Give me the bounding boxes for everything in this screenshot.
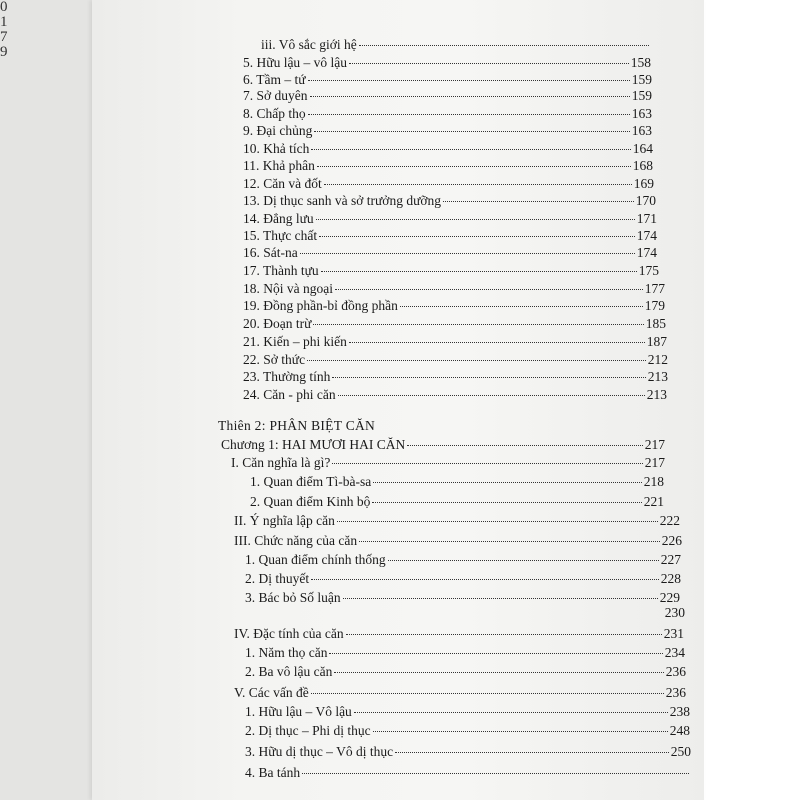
toc-entry-title: II. Ý nghĩa lập căn — [234, 513, 335, 528]
toc-entry — [243, 88, 652, 104]
toc-entry-page: 158 — [630, 55, 651, 70]
leader-dots — [302, 773, 689, 774]
toc-entry — [243, 316, 666, 332]
toc-entry-page: 170 — [635, 193, 656, 208]
toc-entry-page: 174 — [636, 228, 657, 243]
toc-entry-page: 238 — [669, 704, 690, 719]
toc-entry-page: 229 — [659, 590, 680, 605]
toc-entry — [245, 571, 681, 587]
toc-entry-title: 6. Tầm – tứ — [243, 72, 306, 87]
toc-entry-page: 250 — [670, 744, 691, 759]
toc-entry — [243, 123, 652, 139]
toc-entry — [243, 387, 667, 403]
margin-char: 7 — [0, 29, 8, 45]
toc-entry — [234, 685, 686, 701]
leader-dots — [395, 752, 669, 753]
toc-entry-title: 19. Đồng phần-bỉ đồng phần — [243, 298, 398, 313]
toc-entry-title: 3. Hữu dị thục – Vô dị thục — [245, 744, 394, 759]
toc-entry-page: 236 — [665, 685, 686, 700]
leader-dots — [343, 598, 658, 599]
leader-dots — [313, 324, 643, 325]
toc-entry-title: 2. Ba vô lậu căn — [245, 664, 333, 679]
toc-entry — [245, 605, 685, 621]
toc-entry-title: 1. Năm thọ căn — [245, 645, 328, 660]
toc-entry-title: 14. Đẳng lưu — [243, 211, 314, 226]
toc-entry-page: 248 — [669, 723, 690, 738]
leader-dots — [337, 521, 658, 522]
toc-entry-title: V. Các vấn đề — [234, 685, 309, 700]
margin-characters — [0, 0, 10, 90]
toc-entry — [243, 281, 665, 297]
toc-entry-page: 227 — [660, 552, 681, 567]
toc-entry-title: 9. Đại chủng — [243, 123, 313, 138]
toc-entry — [245, 704, 690, 720]
toc-entry-title: 16. Sát-na — [243, 245, 298, 260]
leader-dots — [319, 236, 635, 237]
toc-entry — [250, 474, 664, 490]
toc-entry-page: 230 — [664, 605, 685, 620]
toc-entry-title: 23. Thường tính — [243, 369, 331, 384]
toc-entry-page: 212 — [647, 352, 668, 367]
leader-dots — [407, 445, 642, 446]
toc-entry — [245, 645, 685, 661]
toc-entry-page: 163 — [631, 123, 652, 138]
leader-dots — [388, 560, 659, 561]
toc-entry — [245, 552, 681, 568]
leader-dots — [373, 482, 642, 483]
toc-entry — [243, 369, 668, 385]
toc-entry-title: 12. Căn và đốt — [243, 176, 322, 191]
toc-entry — [234, 533, 682, 549]
leader-dots — [321, 271, 637, 272]
toc-entry — [243, 55, 651, 71]
toc-entry-title: 17. Thành tựu — [243, 263, 319, 278]
toc-entry — [243, 245, 657, 261]
toc-entry-title: 10. Khả tích — [243, 141, 310, 156]
toc-entry-page: 168 — [632, 158, 653, 173]
toc-entry-page: 234 — [664, 645, 685, 660]
leader-dots — [354, 712, 668, 713]
toc-entry-title: III. Chức năng của căn — [234, 533, 358, 548]
toc-entry-page: 179 — [644, 298, 665, 313]
toc-entry-page: 213 — [647, 369, 668, 384]
leader-dots — [359, 45, 649, 46]
toc-entry — [243, 211, 657, 227]
toc-entry-page: 185 — [645, 316, 666, 331]
toc-entry — [221, 437, 665, 453]
toc-entry-title: 11. Khả phân — [243, 158, 315, 173]
leader-dots — [311, 579, 659, 580]
leader-dots — [308, 114, 630, 115]
toc-entry-page: 177 — [644, 281, 665, 296]
toc-entry-page: 175 — [638, 263, 659, 278]
toc-entry-title: 8. Chấp thọ — [243, 106, 306, 121]
toc-entry-page: 226 — [661, 533, 682, 548]
toc-entry-title: 18. Nội và ngoại — [243, 281, 333, 296]
toc-entry — [243, 158, 653, 174]
leader-dots — [334, 672, 663, 673]
toc-entry-title: 1. Quan điểm Tì-bà-sa — [250, 474, 372, 489]
leader-dots — [307, 360, 646, 361]
toc-entry-page: 159 — [631, 88, 652, 103]
toc-entry-page: 218 — [643, 474, 664, 489]
toc-entry — [245, 744, 691, 760]
leader-dots — [373, 731, 668, 732]
toc-entry — [234, 513, 680, 529]
toc-entry-title: 22. Sở thức — [243, 352, 306, 367]
toc-entry — [234, 626, 684, 642]
leader-dots — [311, 693, 664, 694]
toc-entry-title: 1. Hữu lậu – Vô lậu — [245, 704, 352, 719]
leader-dots — [338, 395, 645, 396]
toc-entry-page: 213 — [646, 387, 667, 402]
leader-dots — [346, 634, 662, 635]
toc-entry — [243, 334, 667, 350]
leader-dots — [308, 80, 630, 81]
toc-entry — [243, 298, 665, 314]
toc-entry-page: 217 — [644, 455, 665, 470]
toc-entry — [243, 193, 656, 209]
leader-dots — [349, 342, 645, 343]
toc-entry — [245, 723, 690, 739]
toc-entry-title: iii. Vô sắc giới hệ — [261, 37, 357, 52]
leader-dots — [310, 96, 630, 97]
toc-entry-title: 2. Quan điểm Kinh bộ — [250, 494, 371, 509]
toc-entry — [243, 228, 657, 244]
leader-dots — [349, 63, 629, 64]
toc-entry-title: 4. Ba tánh — [245, 765, 301, 780]
toc-entry-title: 21. Kiến – phi kiến — [243, 334, 347, 349]
toc-entry-title: 3. Bác bỏ Số luận — [245, 590, 341, 605]
leader-dots — [332, 463, 642, 464]
previous-page-edge — [0, 0, 92, 800]
toc-entry-title: 13. Dị thục sanh và sở trưởng dưỡng — [243, 193, 442, 208]
toc-entry — [243, 141, 653, 157]
toc-entry-page: 169 — [633, 176, 654, 191]
toc-entry-page: 231 — [663, 626, 684, 641]
toc-entry-title: 20. Đoạn trừ — [243, 316, 312, 331]
toc-entry — [243, 352, 668, 368]
leader-dots — [324, 184, 632, 185]
toc-entry — [243, 176, 654, 192]
toc-entry-title: 1. Quan điểm chính thống — [245, 552, 386, 567]
toc-entry-page: 164 — [632, 141, 653, 156]
toc-entry-title: 5. Hữu lậu – vô lậu — [243, 55, 348, 70]
toc-entry-page: 171 — [636, 211, 657, 226]
toc-entry-page: 221 — [643, 494, 664, 509]
toc-entry-title: I. Căn nghĩa là gì? — [231, 455, 331, 470]
toc-entry — [245, 664, 686, 680]
toc-entry — [243, 263, 659, 279]
leader-dots — [317, 166, 631, 167]
leader-dots — [329, 653, 662, 654]
toc-entry-page: 174 — [636, 245, 657, 260]
toc-entry-page: 236 — [665, 664, 686, 679]
leader-dots — [300, 253, 635, 254]
toc-entry-page: 222 — [659, 513, 680, 528]
leader-dots — [335, 289, 643, 290]
toc-entry — [261, 37, 651, 53]
leader-dots — [314, 131, 629, 132]
toc-entry-title: 24. Căn - phi căn — [243, 387, 336, 402]
toc-entry — [250, 494, 664, 510]
section-heading: Thiên 2: PHÂN BIỆT CĂN — [218, 418, 376, 433]
toc-entry — [243, 106, 652, 122]
toc-entry-title: 7. Sở duyên — [243, 88, 308, 103]
leader-dots — [332, 377, 645, 378]
leader-dots — [443, 201, 634, 202]
toc-entry-page: 217 — [644, 437, 665, 452]
leader-dots — [311, 149, 630, 150]
toc-entry-title: 2. Dị thuyết — [245, 571, 310, 586]
leader-dots — [400, 306, 643, 307]
margin-char: 9 — [0, 44, 8, 60]
toc-entry-title: 2. Dị thục – Phi dị thục — [245, 723, 371, 738]
toc-entry — [243, 72, 652, 88]
leader-dots — [372, 502, 641, 503]
toc-entry-page: 187 — [646, 334, 667, 349]
margin-char: 0 — [0, 0, 8, 15]
toc-entry-page: 228 — [660, 571, 681, 586]
toc-entry — [231, 455, 665, 471]
toc-entry — [245, 590, 680, 606]
toc-entry-page: 159 — [631, 72, 652, 87]
leader-dots — [359, 541, 660, 542]
toc-entry-page: 163 — [631, 106, 652, 121]
toc-entry-title: IV. Đặc tính của căn — [234, 626, 344, 641]
toc-entry — [245, 765, 691, 781]
leader-dots — [316, 219, 635, 220]
margin-char: 1 — [0, 14, 8, 30]
toc-entry-title: 15. Thực chất — [243, 228, 318, 243]
toc-entry-title: Chương 1: HAI MƯƠI HAI CĂN — [221, 437, 406, 452]
